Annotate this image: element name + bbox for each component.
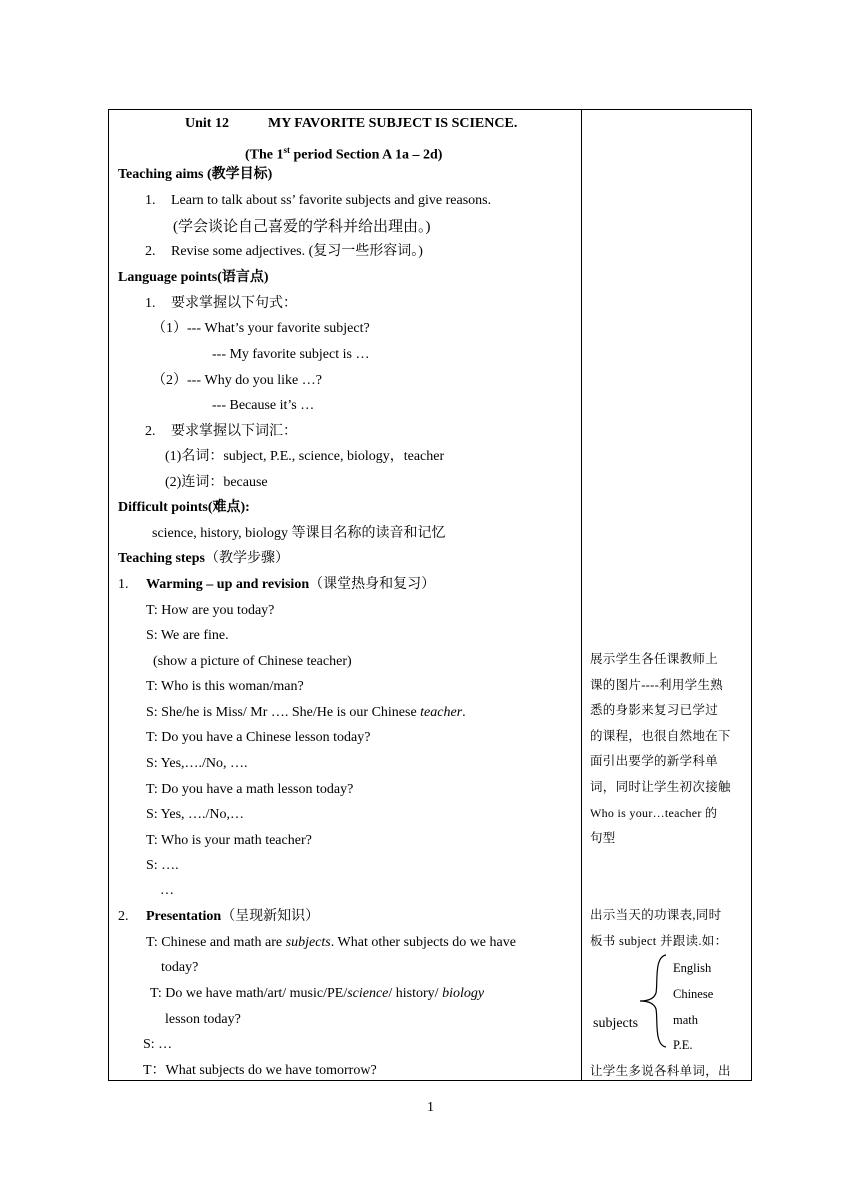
note-line: 出示当天的功课表,同时 [590,908,722,922]
dialogue-line: S: We are fine. [146,628,229,643]
dialogue-line: T: Who is your math teacher? [146,833,312,848]
note-line: 展示学生各任课教师上 [590,652,719,666]
dialogue-line: (show a picture of Chinese teacher) [153,654,352,669]
lp-item-number: 2. [145,424,156,439]
note-line: 词，同时让学生初次接触 [590,779,731,794]
step-2-title: Presentation（呈现新知识） [146,909,320,924]
curly-brace [636,953,672,1049]
dialogue-line: S: Yes,…./No, …. [146,756,248,771]
step-number: 2. [118,909,129,924]
difficult-points-text: science, history, biology 等课目名称的读音和记忆 [152,526,446,541]
presentation-line: lesson today? [165,1012,241,1027]
note-line: 面引出要学的新学科单 [590,754,719,769]
lp-sentence: （2）--- Why do you like …? [152,373,322,388]
dialogue-line: S: …. [146,858,179,873]
brace-item: P.E. [673,1038,693,1052]
lp-sentence: （1）--- What’s your favorite subject? [152,321,370,336]
brace-label: subjects [593,1016,639,1031]
lp-sentence: --- Because it’s … [212,398,315,413]
unit-title: MY FAVORITE SUBJECT IS SCIENCE. [268,116,518,131]
lp-sentence: --- My favorite subject is … [212,347,370,362]
dialogue-line: S: She/he is Miss/ Mr …. She/He is our Chinese teacher. [146,705,466,720]
note-line: 悉的身影来复习已学过 [590,703,719,718]
presentation-line: today? [161,960,199,975]
period-subtitle: (The 1st period Section A 1a – 2d) [245,145,443,163]
aims-item-1: Learn to talk about ss’ favorite subjects and give reasons. [171,193,492,208]
presentation-line: T：What subjects do we have tomorrow? [143,1063,377,1078]
presentation-line: S: … [143,1037,173,1052]
lp-vocab: (2)连词：because [165,475,268,490]
dialogue-line: … [160,883,174,898]
lp-item-number: 1. [145,296,156,311]
language-points-heading: Language points(语言点) [118,270,269,285]
note-line: 让学生多说各科单词，出 [590,1064,731,1078]
page-number: 1 [427,1100,434,1115]
note-block-2 [590,903,745,954]
note-line: 课的图片----利用学生熟 [590,677,724,692]
dialogue-line: T: Do you have a Chinese lesson today? [146,730,371,745]
note-block-1 [590,647,745,852]
lp-vocab: (1)名词：subject, P.E., science, biology，teacher [165,449,445,464]
lp-item-1: 要求掌握以下句式： [171,296,297,311]
brace-item: Chinese [673,987,714,1001]
lp-item-2: 要求掌握以下词汇： [171,424,297,439]
unit-label: Unit 12 [185,116,229,131]
column-divider [581,109,582,1081]
dialogue-line: T: Who is this woman/man? [146,679,304,694]
teaching-steps-heading: Teaching steps（教学步骤） [118,551,290,566]
teaching-aims-heading: Teaching aims (教学目标) [118,167,273,182]
aims-item-number: 1. [145,193,156,208]
dialogue-line: S: Yes, …./No,… [146,807,245,822]
presentation-line: T: Do we have math/art/ music/PE/science/ history/ biology [150,986,485,1001]
difficult-points-heading: Difficult points(难点): [118,500,250,515]
brace-item: English [673,961,712,975]
aims-item-1-cn: (学会谈论自己喜爱的学科并给出理由。) [173,219,431,235]
dialogue-line: T: Do you have a math lesson today? [146,782,354,797]
aims-item-2: Revise some adjectives. (复习一些形容词。) [171,244,423,259]
note-line: 句型 [590,831,616,846]
brace-item: math [673,1013,698,1027]
step-number: 1. [118,577,129,592]
step-1-title: Warming – up and revision（课堂热身和复习） [146,577,436,592]
note-line: 的课程，也很自然地在下 [590,728,731,743]
dialogue-line: T: How are you today? [146,603,275,618]
aims-item-number: 2. [145,244,156,259]
presentation-line: T: Chinese and math are subjects. What other subjects do we have [146,935,516,950]
note-line: Who is your…teacher 的 [590,805,718,820]
note-line: 板书 subject 并跟读.如： [590,933,728,948]
